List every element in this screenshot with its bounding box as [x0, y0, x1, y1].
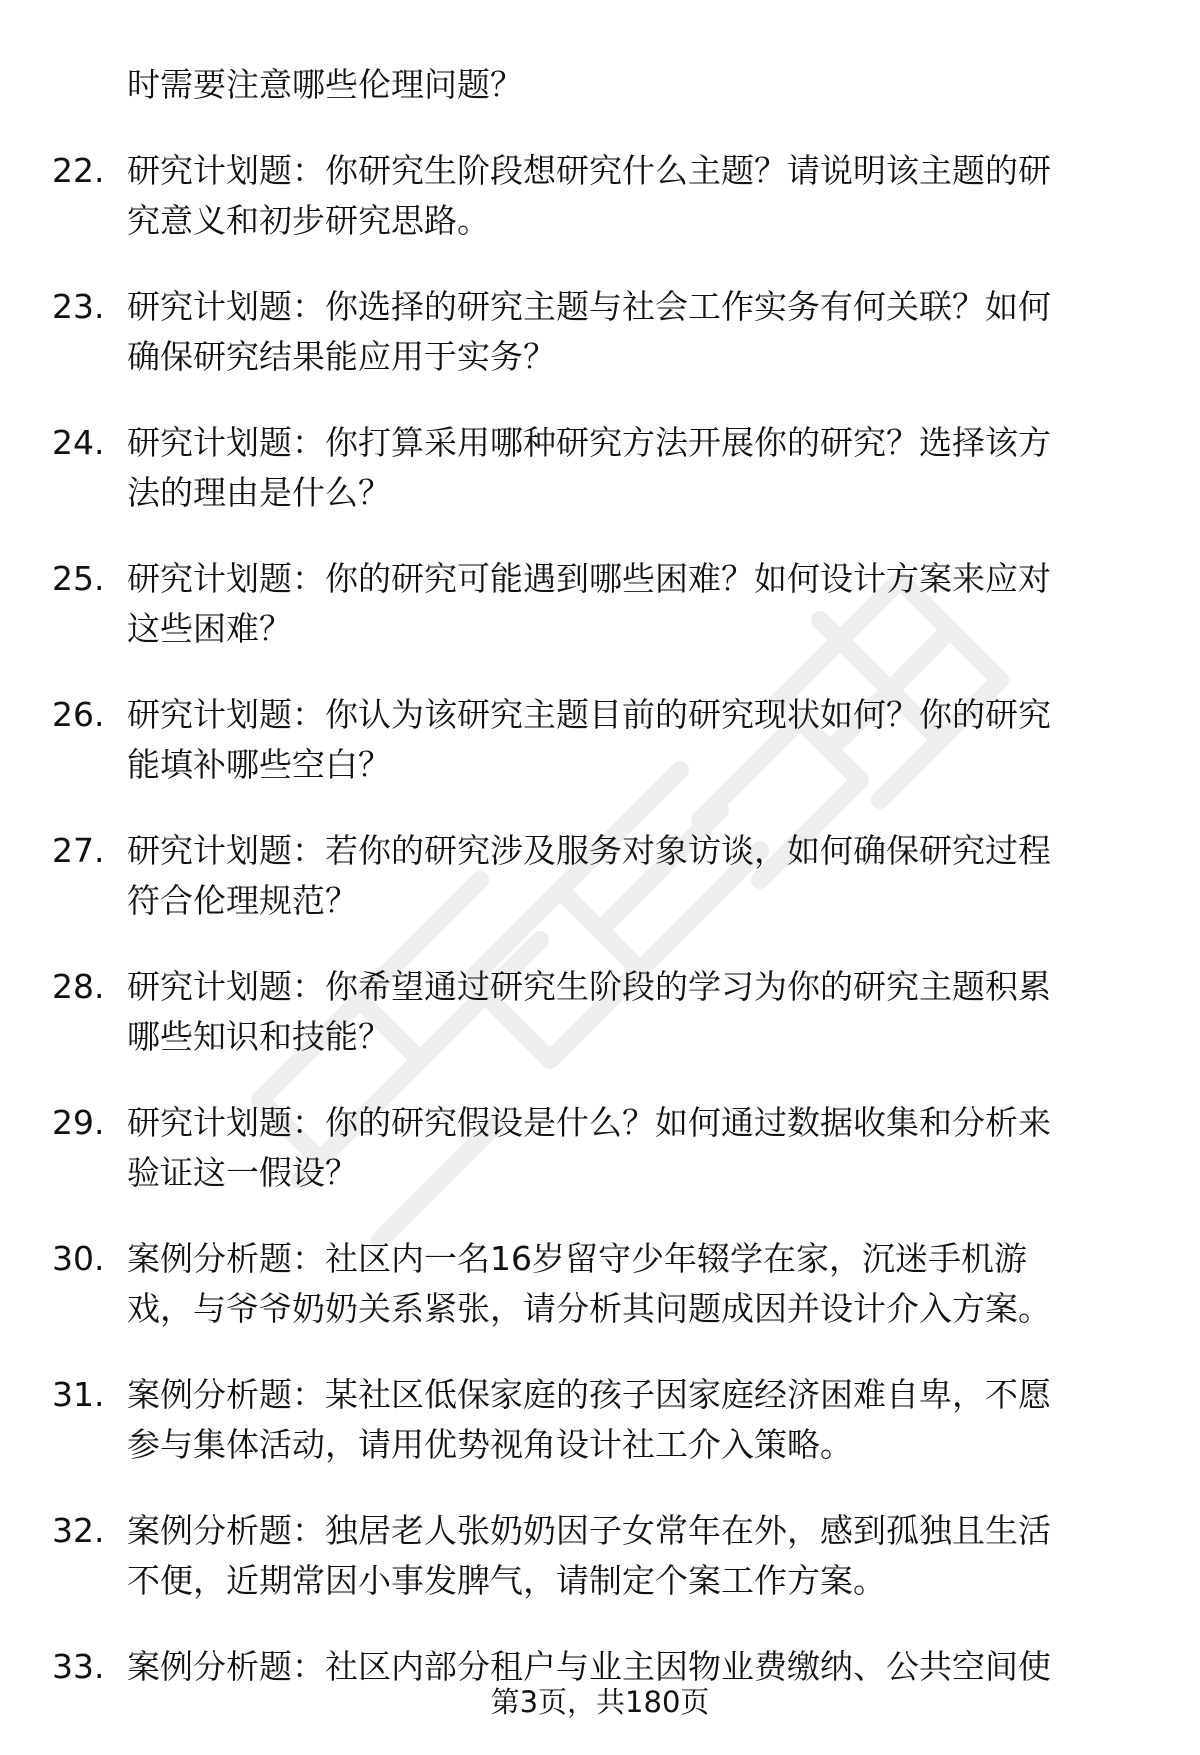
item-text: 研究计划题：你打算采用哪种研究方法开展你的研究？选择该方 法的理由是什么？ [127, 423, 1051, 512]
item-number: 28. [52, 967, 105, 1006]
item-number: 33. [52, 1647, 105, 1686]
list-item [0, 418, 1200, 518]
continuation-text: 时需要注意哪些伦理问题？ [127, 65, 523, 104]
item-number: 24. [52, 423, 105, 462]
list-item [0, 1506, 1200, 1606]
item-text: 研究计划题：你认为该研究主题目前的研究现状如何？你的研究 能填补哪些空白？ [127, 695, 1051, 784]
item-number: 32. [52, 1511, 105, 1550]
item-text: 案例分析题：独居老人张奶奶因子女常年在外，感到孤独且生活 不便，近期常因小事发脾气，请制定个案工作方案。 [127, 1511, 1051, 1600]
item-text: 研究计划题：你的研究假设是什么？如何通过数据收集和分析来 验证这一假设？ [127, 1103, 1051, 1192]
item-text: 研究计划题：你的研究可能遇到哪些困难？如何设计方案来应对 这些困难？ [127, 559, 1051, 648]
item-text: 研究计划题：若你的研究涉及服务对象访谈，如何确保研究过程 符合伦理规范？ [127, 831, 1051, 920]
item-text: 研究计划题：你希望通过研究生阶段的学习为你的研究主题积累 哪些知识和技能？ [127, 967, 1051, 1056]
list-item [0, 690, 1200, 790]
list-item [0, 1098, 1200, 1198]
page-footer: 第3页，共180页 [490, 1685, 710, 1719]
list-item [0, 282, 1200, 382]
item-text: 研究计划题：你研究生阶段想研究什么主题？请说明该主题的研 究意义和初步研究思路。 [127, 151, 1051, 240]
item-number: 30. [52, 1239, 105, 1278]
item-number: 25. [52, 559, 105, 598]
item-text: 研究计划题：你选择的研究主题与社会工作实务有何关联？如何 确保研究结果能应用于实务？ [127, 287, 1051, 376]
item-number: 27. [52, 831, 105, 870]
list-item [0, 962, 1200, 1062]
list-item [0, 826, 1200, 926]
item-text: 案例分析题：社区内部分租户与业主因物业费缴纳、公共空间使 [127, 1647, 1051, 1686]
list-item [0, 554, 1200, 654]
item-text: 案例分析题：某社区低保家庭的孩子因家庭经济困难自卑，不愿 参与集体活动，请用优势视角设计社工介入策略。 [127, 1375, 1051, 1464]
list-item [0, 1234, 1200, 1334]
item-text: 案例分析题：社区内一名16岁留守少年辍学在家，沉迷手机游 戏，与爷爷奶奶关系紧张，请分析其问题成因并设计介入方案。 [127, 1239, 1051, 1328]
list-item [0, 146, 1200, 246]
continuation-line [0, 60, 1200, 110]
list-item [0, 1370, 1200, 1470]
item-number: 29. [52, 1103, 105, 1142]
item-number: 23. [52, 287, 105, 326]
item-number: 26. [52, 695, 105, 734]
question-list [0, 60, 1200, 1728]
item-number: 31. [52, 1375, 105, 1414]
item-number: 22. [52, 151, 105, 190]
